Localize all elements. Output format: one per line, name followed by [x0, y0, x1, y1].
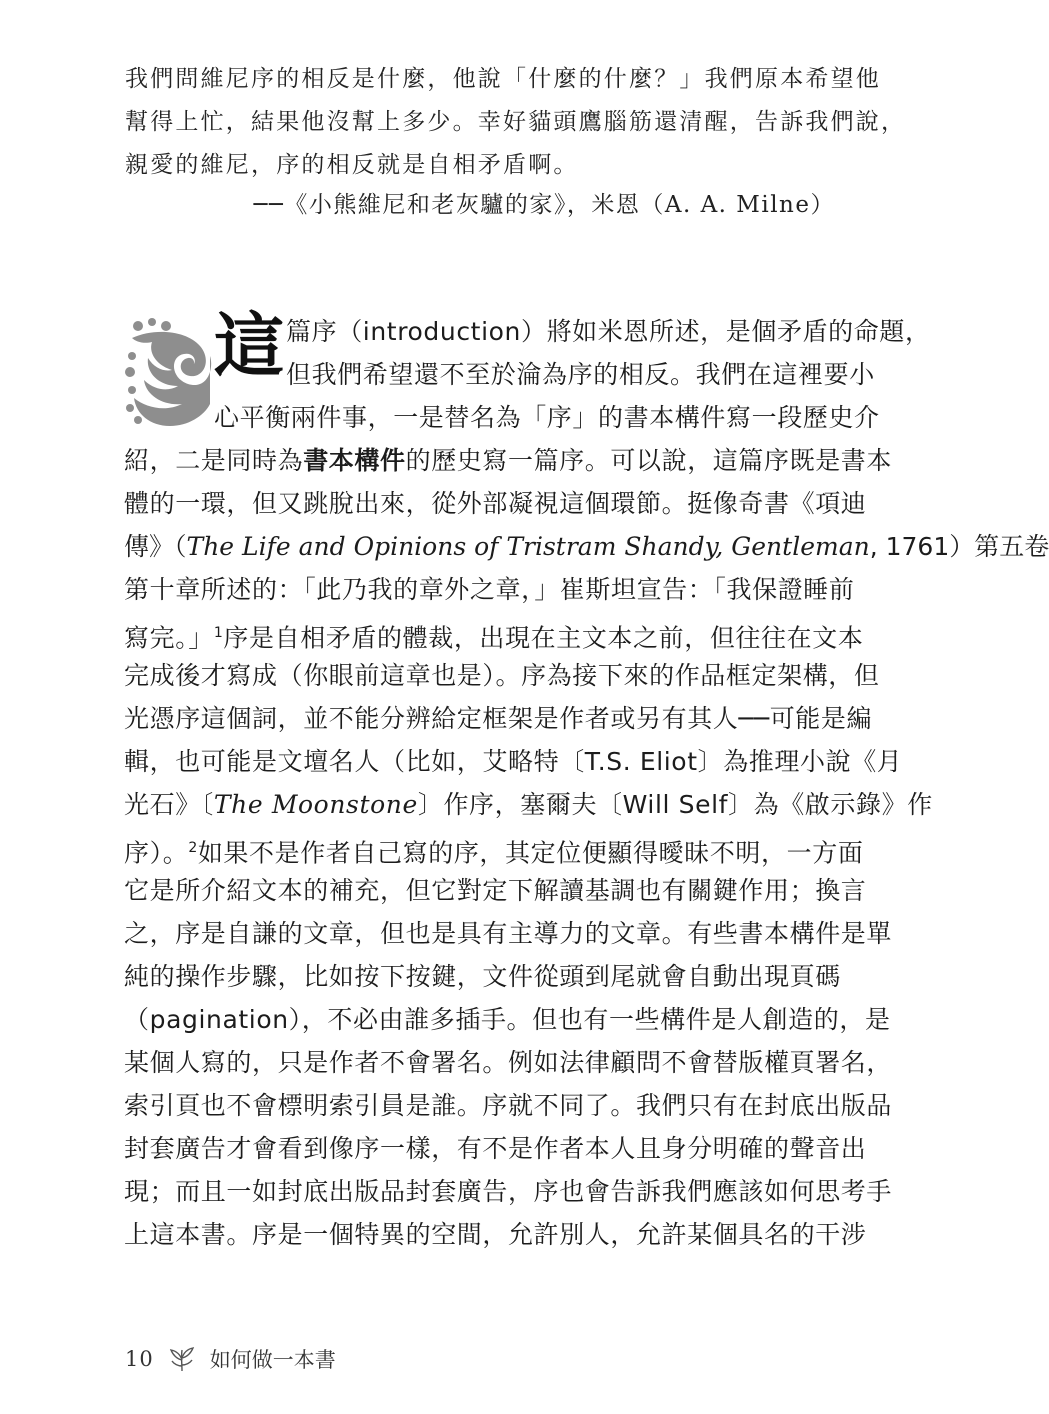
body-line: 封套廣告才會看到像序一樣，有不是作者本人且身分明確的聲音出	[124, 1134, 867, 1163]
body-line: 心平衡兩件事，一是替名為「序」的書本構件寫一段歷史介	[214, 403, 880, 432]
decorative-flourish-icon	[124, 316, 214, 432]
body-line: 現；而且一如封底出版品封套廣告，序也會告訴我們應該如何思考手	[124, 1177, 893, 1206]
body-line: 上這本書。序是一個特異的空間，允許別人，允許某個具名的干涉	[124, 1220, 867, 1249]
body-line: 純的操作步驟，比如按下按鍵，文件從頭到尾就會自動出現頁碼	[124, 962, 841, 991]
book-title: 如何做一本書	[209, 1348, 336, 1372]
body-line: 紹，二是同時為書本構件的歷史寫一篇序。可以說，這篇序既是書本	[124, 446, 893, 475]
body-line: 它是所介紹文本的補充，但它對定下解讀基調也有關鍵作用；換言	[124, 876, 867, 905]
body-line: 第十章所述的：「此乃我的章外之章，」崔斯坦宣告：「我保證睡前	[124, 575, 855, 604]
body-line: 完成後才寫成（你眼前這章也是）。序為接下來的作品框定架構，但	[124, 661, 880, 690]
body-line: 寫完。」$^1$序是自相矛盾的體裁，出現在主文本之前，但往往在文本	[124, 623, 864, 653]
body-line: 光石》〔The Moonstone〕作序，塞爾夫〔Will Self〕為《啟示錄》作	[124, 790, 933, 819]
body-line: 序）。$^2$如果不是作者自己寫的序，其定位便顯得曖昧不明，一方面	[124, 838, 864, 868]
footnote-ref[interactable]: 2	[188, 840, 198, 856]
body-line: 體的一環，但又跳脫出來，從外部凝視這個環節。挺像奇書《項迪	[124, 489, 867, 518]
emphasis: 書本構件	[303, 446, 406, 475]
book-title-italic: The Life and Opinions of Tristram Shandy, Gentleman	[186, 532, 870, 561]
footnote-ref[interactable]: 1	[213, 625, 224, 641]
body-line: 但我們希望還不至於淪為序的相反。我們在這裡要小	[286, 360, 875, 389]
body-line: 某個人寫的，只是作者不會署名。例如法律顧問不會替版權頁署名，	[124, 1048, 893, 1077]
epigraph-line: 幫得上忙，結果他沒幫上多少。幸好貓頭鷹腦筋還清醒，告訴我們說，	[125, 109, 907, 135]
epigraph-attribution: ──《小熊維尼和老灰驢的家》，米恩（A. A. Milne）	[253, 192, 835, 218]
body-line: 篇序（introduction）將如米恩所述，是個矛盾的命題，	[286, 317, 931, 346]
epigraph-line: 我們問維尼序的相反是什麼，他說「什麼的什麼？」我們原本希望他	[125, 66, 881, 92]
page-number: 10	[125, 1347, 154, 1371]
page-footer	[125, 1344, 336, 1374]
body-line: 索引頁也不會標明索引員是誰。序就不同了。我們只有在封底出版品	[124, 1091, 893, 1120]
body-line: 輯，也可能是文壇名人（比如，艾略特〔T.S. Eliot〕為推理小說《月	[124, 747, 903, 776]
drop-cap: 這	[214, 305, 284, 387]
body-line: 之，序是自謙的文章，但也是具有主導力的文章。有些書本構件是單	[124, 919, 893, 948]
body-line: （pagination），不必由誰多插手。但也有一些構件是人創造的，是	[124, 1005, 891, 1034]
leaf-sprig-icon	[168, 1346, 196, 1372]
body-line: 傳》（The Life and Opinions of Tristram Shandy, Gentleman, 1761）第五卷	[124, 532, 1049, 561]
book-title-italic: The Moonstone	[213, 790, 418, 819]
body-line: 光憑序這個詞，並不能分辨給定框架是作者或另有其人──可能是編	[124, 704, 873, 733]
epigraph	[125, 58, 907, 187]
epigraph-line: 親愛的維尼，序的相反就是自相矛盾啊。	[125, 152, 579, 178]
